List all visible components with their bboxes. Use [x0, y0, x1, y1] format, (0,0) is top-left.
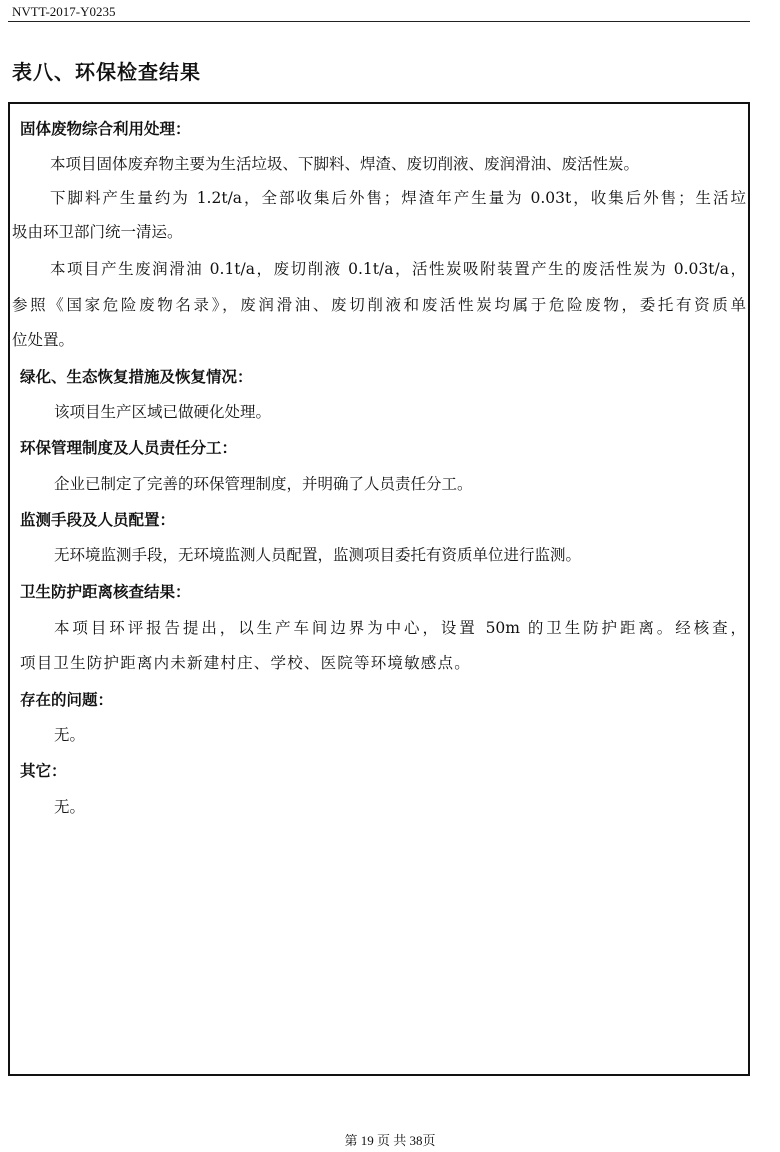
- section-title: 表八、环保检查结果: [12, 60, 201, 84]
- paragraph-line: 位处置。: [12, 331, 75, 349]
- heading-other: 其它：: [20, 762, 67, 780]
- heading-greening: 绿化、生态恢复措施及恢复情况：: [20, 368, 253, 386]
- paragraph-line: 项目卫生防护距离内未新建村庄、学校、医院等环境敏感点。: [20, 654, 471, 672]
- paragraph-line: 本项目固体废弃物主要为生活垃圾、下脚料、焊渣、废切削液、废润滑油、废活性炭。: [50, 155, 640, 173]
- paragraph-line: 该项目生产区域已做硬化处理。: [54, 403, 272, 421]
- paragraph-line: 无环境监测手段，无环境监测人员配置，监测项目委托有资质单位进行监测。: [54, 546, 582, 564]
- paragraph-line: 无。: [54, 798, 86, 816]
- document-code: NVTT-2017-Y0235: [12, 4, 116, 19]
- paragraph-line: 参照《国家危险废物名录》，废润滑油、废切削液和废活性炭均属于危险废物，委托有资质单: [12, 296, 746, 314]
- heading-solid-waste: 固体废物综合利用处理：: [20, 120, 191, 138]
- heading-problems: 存在的问题：: [20, 691, 114, 709]
- page-number: 第 19 页 共 38页: [344, 1133, 436, 1148]
- paragraph-line: 企业已制定了完善的环保管理制度，并明确了人员责任分工。: [54, 475, 473, 493]
- heading-monitoring: 监测手段及人员配置：: [20, 511, 176, 529]
- paragraph-line: 本项目产生废润滑油 0.1t/a，废切削液 0.1t/a，活性炭吸附装置产生的废活性炭为 0.03t/a，: [50, 260, 746, 278]
- paragraph-line: 本项目环评报告提出，以生产车间边界为中心，设置 50m 的卫生防护距离。经核查，: [54, 619, 746, 637]
- paragraph-line: 圾由环卫部门统一清运。: [12, 223, 183, 241]
- heading-hygiene: 卫生防护距离核查结果：: [20, 583, 191, 601]
- heading-management: 环保管理制度及人员责任分工：: [20, 439, 238, 457]
- header-rule: [8, 21, 750, 22]
- paragraph-line: 无。: [54, 726, 86, 744]
- paragraph-line: 下脚料产生量约为 1.2t/a，全部收集后外售；焊渣年产生量为 0.03t，收集后外售；生活垃: [50, 189, 746, 207]
